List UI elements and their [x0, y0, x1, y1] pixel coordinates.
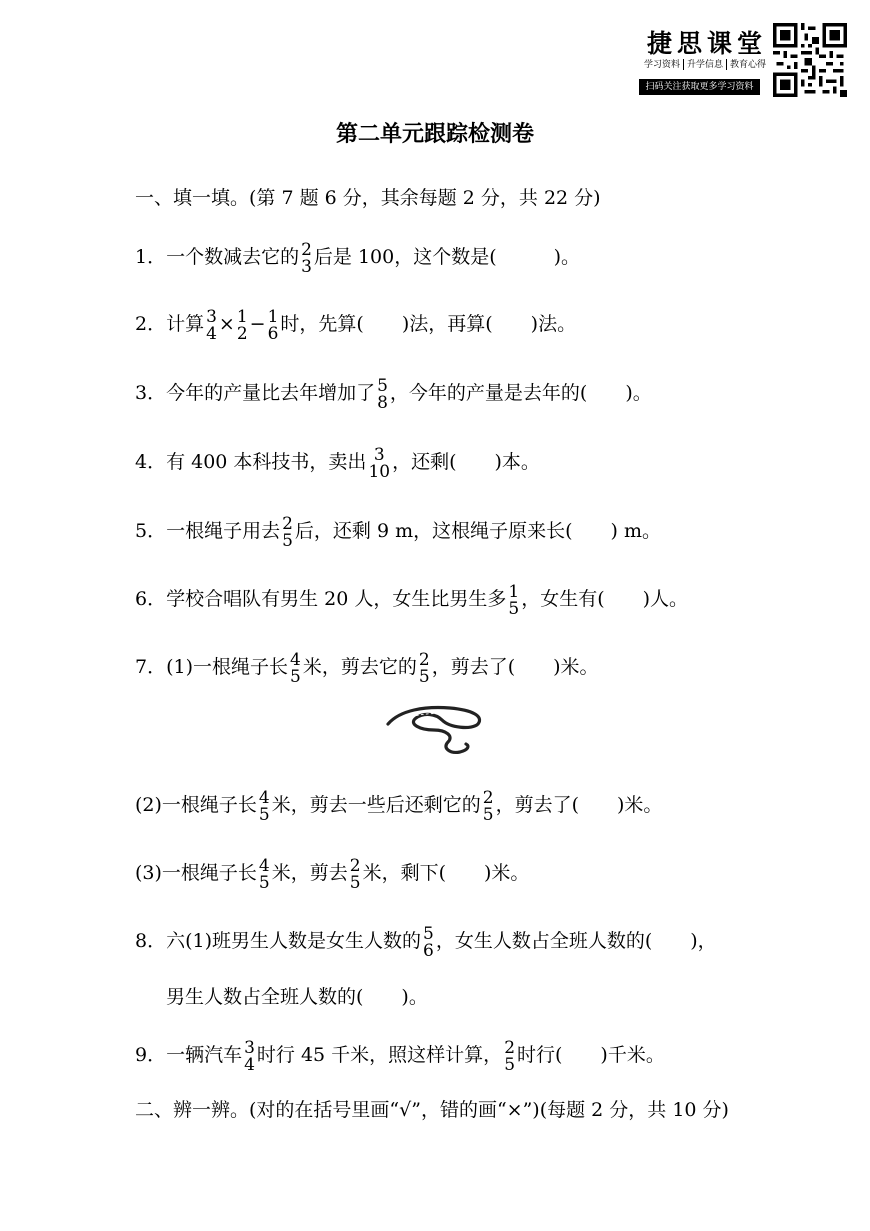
- numerator: 3: [244, 1038, 255, 1058]
- question-text: 3．今年的产量比去年增加了: [135, 382, 376, 404]
- question-text: 8．六(1)班男生人数是女生人数的: [135, 930, 422, 952]
- page-title: 第二单元跟踪检测卷: [335, 122, 534, 147]
- fraction: [422, 926, 435, 960]
- numerator: 2: [282, 514, 293, 534]
- fraction: [300, 242, 313, 276]
- denominator: 3: [301, 257, 312, 277]
- question-text: 时行( )千米。: [517, 1044, 665, 1066]
- denominator: 2: [236, 324, 248, 344]
- fraction: [258, 790, 271, 824]
- denominator: 4: [244, 1055, 255, 1075]
- denominator: 5: [258, 873, 270, 893]
- operator: ×: [218, 313, 235, 335]
- question-text: 7．(1)一根绳子长: [135, 656, 289, 678]
- question-7-2: [135, 789, 662, 823]
- numerator: 4: [258, 788, 270, 808]
- question-text: 6．学校合唱队有男生 20 人，女生比男生多: [135, 588, 507, 610]
- brand-tags: [641, 57, 769, 70]
- section-2-heading: 二、辨一辨。(对的在括号里画“√”，错的画“×”)(每题 2 分，共 10 分): [135, 1099, 729, 1121]
- numerator: 2: [418, 650, 430, 670]
- question-text: 时，先算( )法，再算( )法。: [280, 313, 577, 335]
- fraction: [503, 1040, 516, 1074]
- numerator: 4: [258, 856, 270, 876]
- question-7-1: [135, 651, 599, 685]
- question-text: 后是 100，这个数是( )。: [313, 246, 581, 268]
- fraction: [507, 584, 520, 618]
- denominator: 5: [482, 805, 494, 825]
- numerator: 2: [301, 240, 312, 260]
- question-7-3: [135, 857, 529, 891]
- fraction: [281, 516, 294, 550]
- qr-code-icon: [773, 23, 847, 97]
- question-text: 米，剪去: [271, 862, 348, 884]
- brand-title: 捷思课堂: [647, 29, 768, 58]
- fraction: [243, 1040, 256, 1074]
- denominator: 10: [368, 462, 391, 482]
- question-9: [135, 1039, 665, 1073]
- fraction: [367, 447, 391, 481]
- section-1-heading: 一、填一填。(第 7 题 6 分，其余每题 2 分，共 22 分): [135, 187, 601, 209]
- denominator: 6: [267, 324, 279, 344]
- question-6: [135, 583, 688, 617]
- denominator: 5: [508, 599, 520, 619]
- question-text: ，今年的产量是去年的( )。: [389, 382, 652, 404]
- denominator: 5: [258, 805, 270, 825]
- numerator: 2: [482, 788, 494, 808]
- numerator: 2: [349, 856, 361, 876]
- denominator: 5: [418, 667, 430, 687]
- fraction: [258, 858, 271, 892]
- brand-tag: 升学信息: [687, 60, 724, 70]
- question-4: [135, 446, 540, 480]
- denominator: 5: [282, 531, 293, 551]
- question-text: 米，剪去一些后还剩它的: [271, 794, 481, 816]
- question-1: [135, 241, 580, 275]
- fraction: [205, 309, 218, 343]
- denominator: 4: [206, 324, 217, 344]
- numerator: 4: [290, 650, 301, 670]
- numerator: 2: [504, 1038, 516, 1058]
- question-text: ，剪去了( )米。: [495, 794, 663, 816]
- question-5: [135, 515, 661, 549]
- question-text: ，还剩( )本。: [392, 451, 540, 473]
- question-text: 1．一个数减去它的: [135, 246, 300, 268]
- fraction: [349, 858, 362, 892]
- question-2: [135, 308, 576, 342]
- question-8-line-2: 男生人数占全班人数的( )。: [166, 986, 428, 1008]
- numerator: 3: [206, 307, 217, 327]
- fraction: [289, 652, 302, 686]
- question-text: 4．有 400 本科技书，卖出: [135, 451, 367, 473]
- question-text: ，女生有( )人。: [521, 588, 689, 610]
- brand-tag: 教育心得: [730, 60, 767, 70]
- question-text: 9．一辆汽车: [135, 1044, 243, 1066]
- question-text: (3)一根绳子长: [135, 862, 257, 884]
- brand-bar: 扫码关注获取更多学习资料: [639, 79, 760, 95]
- numerator: 1: [236, 307, 248, 327]
- brand-tag: 学习资料: [644, 60, 681, 70]
- fraction: [482, 790, 495, 824]
- fraction: [418, 652, 431, 686]
- question-8: [135, 925, 717, 959]
- numerator: 5: [377, 376, 388, 396]
- numerator: 3: [373, 445, 385, 465]
- numerator: 5: [423, 924, 434, 944]
- question-text: 米，剪去它的: [302, 656, 417, 678]
- operator: −: [249, 313, 266, 335]
- numerator: 1: [508, 582, 520, 602]
- question-text: 5．一根绳子用去: [135, 520, 281, 542]
- question-3: [135, 377, 652, 411]
- rope-illustration: [380, 700, 490, 762]
- question-text: 米，剩下( )米。: [362, 862, 530, 884]
- denominator: 8: [377, 393, 388, 413]
- fraction: [267, 309, 280, 343]
- question-text: (2)一根绳子长: [135, 794, 257, 816]
- fraction: [376, 378, 389, 412]
- denominator: 5: [290, 667, 301, 687]
- denominator: 5: [504, 1055, 516, 1075]
- denominator: 5: [349, 873, 361, 893]
- question-text: 后，还剩 9 m，这根绳子原来长( ) m。: [294, 520, 661, 542]
- denominator: 6: [423, 941, 434, 961]
- fraction: [236, 309, 249, 343]
- numerator: 1: [267, 307, 279, 327]
- question-text: 2．计算: [135, 313, 205, 335]
- question-text: ，女生人数占全班人数的( )，: [435, 930, 717, 952]
- question-text: ，剪去了( )米。: [431, 656, 599, 678]
- question-text: 时行 45 千米，照这样计算，: [256, 1044, 503, 1066]
